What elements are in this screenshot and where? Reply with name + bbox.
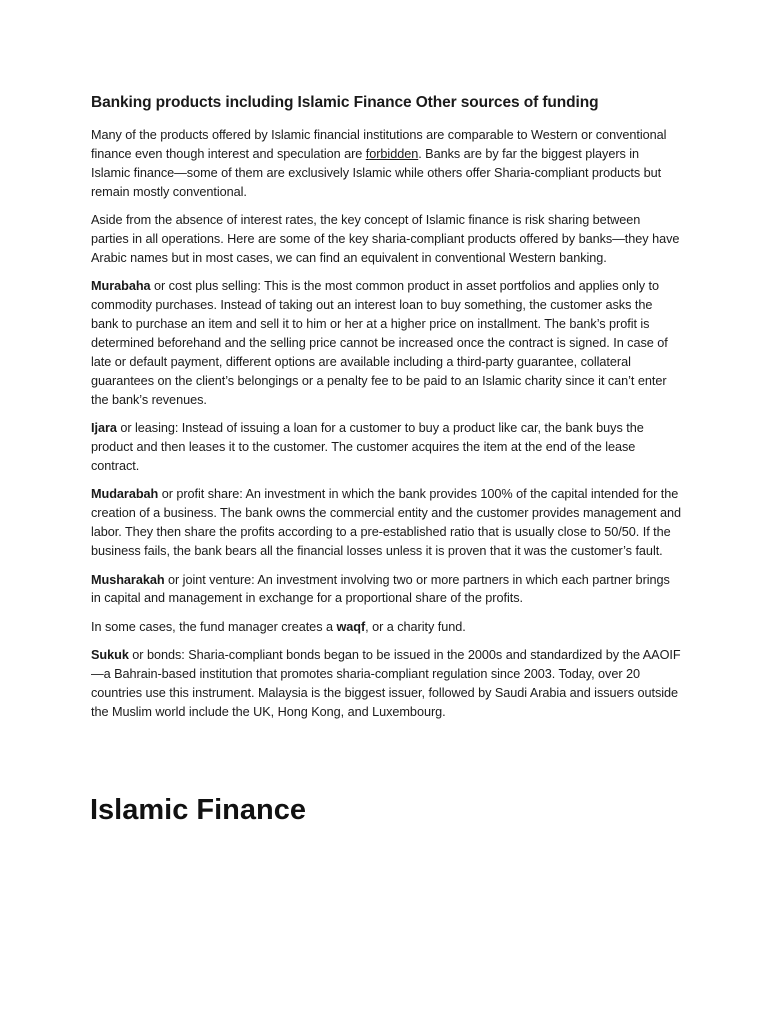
sukuk-term: Sukuk xyxy=(91,648,129,663)
musharakah-paragraph xyxy=(91,571,681,609)
mudarabah-text: or profit share: An investment in which the bank provides 100% of the capital intended for the creation of a business. The bank owns the commercial entity and the customer provides management and labor. They then share the profits according to a pre-established ratio that is usually close to 50/50. If the business fails, the bank bears all the financial losses unless it is proven that it was the customer’s fault. xyxy=(91,487,681,559)
ijara-paragraph xyxy=(91,419,681,476)
section-heading: Banking products including Islamic Finance Other sources of funding xyxy=(91,94,599,111)
waqf-text-end: , or a charity fund. xyxy=(365,619,466,634)
murabaha-text: or cost plus selling: This is the most common product in asset portfolios and applies only to commodity purchases. Instead of taking out an interest loan to buy something, the customer asks the bank to purchase an item and sell it to him or her at a higher price on installment. The bank’s profit is determined beforehand and the selling price cannot be increased once the contract is signed. In case of late or default payment, different options are available including a third-party guarantee, collateral guarantees on the client’s belongings or a penalty fee to be paid to an Islamic charity since it can’t enter the bank’s revenues. xyxy=(91,279,668,407)
page-title: Islamic Finance xyxy=(90,794,306,826)
risk-sharing-paragraph: Aside from the absence of interest rates, the key concept of Islamic finance is risk sharing between parties in all operations. Here are some of the key sharia-compliant products offered by banks—they have Arabic names but in most cases, we can find an equivalent in conventional Western banking. xyxy=(91,213,680,265)
musharakah-text: or joint venture: An investment involving two or more partners in which each partner brings in capital and management in exchange for a proportional share of the profits. xyxy=(91,572,670,606)
waqf-term: waqf xyxy=(336,619,366,634)
sukuk-text: or bonds: Sharia-compliant bonds began to be issued in the 2000s and standardized by the AAOIF —a Bahrain-based institution that promotes sharia-compliant regulation since 2003. Today, over 20 countries use this instrument. Malaysia is the biggest issuer, followed by Saudi Arabia and issuers outside the Muslim world include the UK, Hong Kong, and Luxembourg. xyxy=(91,648,681,719)
musharakah-term: Musharakah xyxy=(91,572,165,587)
murabaha-term: Murabaha xyxy=(91,279,151,294)
waqf-text: In some cases, the fund manager creates a xyxy=(91,619,337,634)
murabaha-paragraph xyxy=(91,277,681,409)
intro-text: Many of the products offered by Islamic financial institutions are comparable to Western or conventional finance even though interest and speculation are xyxy=(91,128,667,161)
ijara-term: Ijara xyxy=(91,421,117,436)
waqf-paragraph xyxy=(91,618,681,637)
sukuk-paragraph xyxy=(91,646,681,722)
ijara-text: or leasing: Instead of issuing a loan for a customer to buy a product like car, the bank buys the product and then leases it to the customer. The customer acquires the item at the end of the lease contract. xyxy=(91,421,644,473)
forbidden-link[interactable]: forbidden xyxy=(365,146,419,161)
intro-paragraph xyxy=(91,126,681,202)
intro-text-continued: . Banks are by far the biggest players in Islamic finance—some of them are exclusively Islamic while others offer Sharia-compliant products but remain mostly conventional. xyxy=(91,146,662,199)
mudarabah-paragraph xyxy=(91,485,681,561)
mudarabah-term: Mudarabah xyxy=(91,487,159,502)
document-body xyxy=(91,92,681,731)
